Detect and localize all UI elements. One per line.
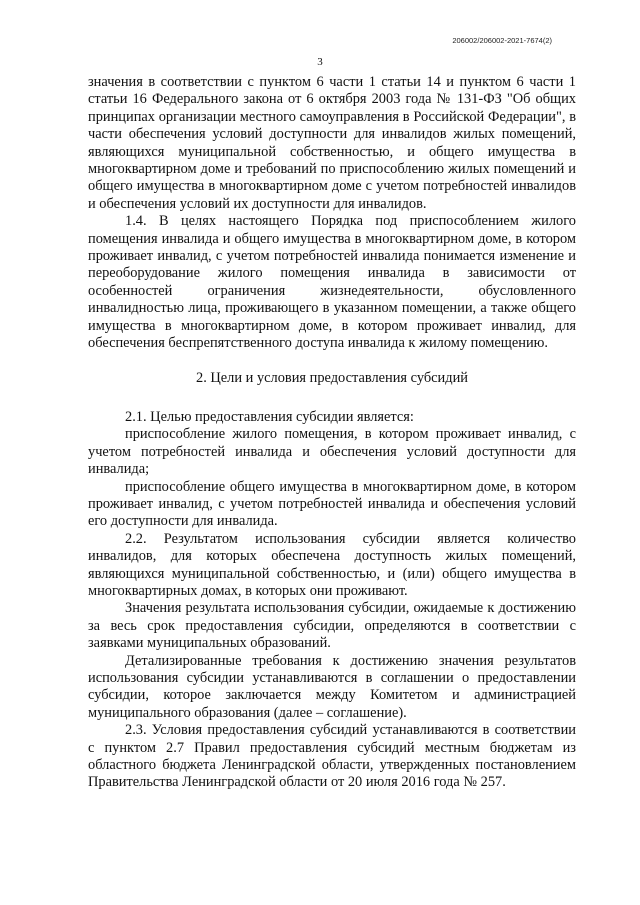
- document-body: [88, 74, 576, 792]
- section-heading: 2. Цели и условия предоставления субсидий: [196, 369, 468, 386]
- paragraph-result-values: Значения результата использования субсидии, ожидаемые к достижению за весь срок предоставления субсидии, определяются в соответствии с заявками муниципальных образований.: [88, 600, 576, 652]
- document-id: 206002/206002-2021-7674(2): [452, 36, 552, 45]
- paragraph-2-2: 2.2. Результатом использования субсидии является количество инвалидов, для которых обеспечена доступность жилых помещений, являющихся муниципальной собственностью, и (или) общего имущества в многоквартирных домах, в которых они проживают.: [88, 530, 576, 599]
- paragraph-2-3: 2.3. Условия предоставления субсидий устанавливаются в соответствии с пунктом 2.7 Правил предоставления субсидий местным бюджетам из областного бюджета Ленинградской области, утвержденных постановлением Правительства Ленинградской области от 20 июля 2016 года № 257.: [88, 722, 576, 791]
- paragraph-1-4: 1.4. В целях настоящего Порядка под приспособлением жилого помещения инвалида и общего имущества в многоквартирном доме, в котором проживает инвалид, с учетом потребностей инвалида понимается изменение и переоборудование жилого помещения инвалида в зависимости от особенностей ограничения жизнедеятельности, обусловленного инвалидностью лица, проживающего в указанном помещении, а также общего имущества в многоквартирном доме, в котором проживает инвалид, для обеспечения беспрепятственного доступа инвалида к жилому помещению.: [88, 213, 576, 352]
- page-number: 3: [317, 56, 323, 68]
- paragraph-continuation: значения в соответствии с пунктом 6 части 1 статьи 14 и пунктом 6 части 1 статьи 16 Федерального закона от 6 октября 2003 года № 131-ФЗ "Об общих принципах организации местного самоуправления в Российской Федерации", в части обеспечения условий доступности для инвалидов жилых помещений, являющихся муниципальной собственностью, и общего имущества в многоквартирном доме и требований по приспособлению жилых помещений и общего имущества в многоквартирном доме с учетом потребностей инвалидов и обеспечения условий их доступности для инвалидов.: [88, 74, 576, 212]
- paragraph-2-1: 2.1. Целью предоставления субсидии является:: [125, 408, 414, 425]
- paragraph-detailed-requirements: Детализированные требования к достижению значения результатов использования субсидии устанавливаются в соглашении о предоставлении субсидии, которое заключается между Комитетом и администрацией муниципального образования (далее – соглашение).: [88, 652, 576, 721]
- paragraph-goal-living-space: приспособление жилого помещения, в котором проживает инвалид, с учетом потребностей инвалида и обеспечения условий доступности для инвалида;: [88, 426, 576, 478]
- paragraph-goal-common-property: приспособление общего имущества в многоквартирном доме, в котором проживает инвалид, с учетом потребностей инвалида и обеспечения условий его доступности для инвалида.: [88, 478, 576, 530]
